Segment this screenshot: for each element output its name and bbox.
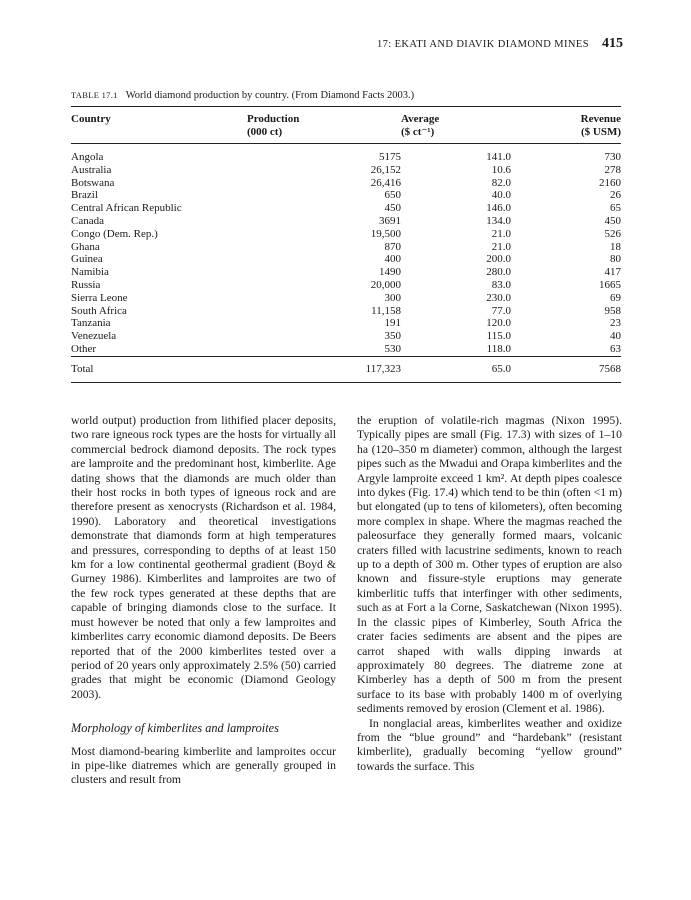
- body-paragraph: the eruption of volatile-rich magmas (Nixon 1995). Typically pipes are small (Fig. 17.3) with sizes of 1–10 ha (120–350 m diameter) common, although the largest pipes such as the Mwadui and Orapa kimberlites and the Argyle lamproite exceed 1 km². At depth pipes coalesce into dykes (Fig. 17.4) which tend to be thin (often <1 m) but elongated (up to tens of kilometers), often becoming more complex in shape. Where the magmas reached the paleosurface they generally formed maars, volcanic craters filled with lacustrine sediments, known to reach up to a depth of 300 m. Other types of eruption are also known and fissure-style eruptions may generate kimberlitic tuffs that interfinger with other sediments, such as at Fort a la Corne, Saskatchewan (Nixon 1995). In the classic pipes of Kimberley, South Africa the crater facies sediments are absent and the pipes are carrot shaped with walls dipping inwards at approximately 80 degrees. The diatreme zone at Kimberley has a depth of 500 m from the present surface to its base with probably 1400 m of overlying sediments removed by erosion (Clement et al. 1986).: [357, 414, 622, 716]
- value-cell: 958: [604, 304, 621, 317]
- country-cell: Botswana: [71, 176, 115, 189]
- column-header: Production (000 ct): [247, 113, 300, 138]
- table-cell: 117,323: [365, 363, 401, 375]
- table-row: [71, 279, 621, 292]
- value-cell: 23: [610, 317, 621, 330]
- table-row: [71, 228, 621, 241]
- country-cell: Sierra Leone: [71, 291, 128, 304]
- country-cell: Brazil: [71, 189, 98, 202]
- value-cell: 11,158: [371, 304, 401, 317]
- country-cell: Russia: [71, 278, 101, 291]
- value-cell: 26: [610, 189, 621, 202]
- table-label: TABLE 17.1: [71, 90, 118, 100]
- value-cell: 2160: [599, 176, 621, 189]
- chapter-title: 17: EKATI AND DIAVIK DIAMOND MINES: [376, 39, 589, 50]
- body-paragraph: world output) production from lithified placer deposits, two rare igneous rock types are the hosts for virtually all commercial bedrock diamond deposits. The rock types are lamproite and the predominant host, kimberlite. Age dating shows that the diamonds are much older than their host rocks in both types of igneous rock and are therefore present as xenocrysts (Richardson et al. 1984, 1990). Laboratory and theoretical investigations demonstrate that diamonds form at high temperatures and pressures, corresponding to depths of at least 150 km for a low continental geothermal gradient (Boyd & Gurney 1986). Kimberlites and lamproites are two of the few rock types generated at these depths that are capable of bringing diamonds close to the surface. It must however be noted that only a few lamproites and kimberlites carry economic diamond deposits. De Beers reported that of the 2000 kimberlites tested over a period of 20 years only approximately 2.5% (50) carried grades that might be economic (Diamond Geology 2003).: [71, 414, 336, 701]
- value-cell: 115.0: [486, 330, 511, 343]
- table-total-rule: [71, 356, 621, 357]
- value-cell: 5175: [379, 151, 401, 163]
- value-cell: 280.0: [486, 266, 511, 279]
- value-cell: 63: [610, 342, 621, 355]
- table-row: [71, 292, 621, 305]
- value-cell: 526: [604, 227, 621, 240]
- table-row: [71, 253, 621, 266]
- left-text-column: [71, 414, 336, 788]
- value-cell: 400: [384, 253, 401, 266]
- country-cell: Other: [71, 342, 97, 355]
- value-cell: 80: [610, 253, 621, 266]
- value-cell: 530: [384, 342, 401, 355]
- column-header: Revenue ($ USM): [580, 113, 621, 138]
- value-cell: 200.0: [486, 253, 511, 266]
- country-cell: Guinea: [71, 253, 103, 266]
- table-row: [71, 305, 621, 318]
- table-row: [71, 202, 621, 215]
- value-cell: 21.0: [491, 227, 511, 240]
- value-cell: 69: [610, 291, 621, 304]
- country-cell: Congo (Dem. Rep.): [71, 227, 158, 240]
- table-row: [71, 164, 621, 177]
- value-cell: 300: [384, 291, 401, 304]
- country-cell: Venezuela: [71, 330, 117, 343]
- value-cell: 26,152: [370, 163, 401, 176]
- country-cell: Angola: [71, 151, 104, 163]
- country-cell: Canada: [71, 214, 104, 227]
- table-row: [71, 343, 621, 356]
- value-cell: 650: [384, 189, 401, 202]
- value-cell: 1665: [599, 278, 621, 291]
- country-cell: Australia: [71, 163, 112, 176]
- value-cell: 278: [604, 163, 621, 176]
- value-cell: 118.0: [486, 342, 511, 355]
- table-header-rule: [71, 143, 621, 144]
- right-text-column: [357, 414, 622, 774]
- value-cell: 65: [610, 202, 621, 215]
- table-body: [71, 151, 621, 356]
- value-cell: 870: [384, 240, 401, 253]
- table-top-rule: [71, 106, 621, 107]
- value-cell: 417: [604, 266, 621, 279]
- value-cell: 19,500: [370, 227, 401, 240]
- table-row: [71, 151, 621, 164]
- value-cell: 21.0: [491, 240, 511, 253]
- value-cell: 450: [384, 202, 401, 215]
- value-cell: 120.0: [486, 317, 511, 330]
- value-cell: 134.0: [486, 214, 511, 227]
- country-cell: Ghana: [71, 240, 100, 253]
- table-total: [71, 363, 621, 376]
- table-caption: [71, 90, 414, 101]
- country-cell: Namibia: [71, 266, 109, 279]
- value-cell: 40: [610, 330, 621, 343]
- column-header: Average ($ ct⁻¹): [401, 113, 440, 138]
- value-cell: 730: [604, 151, 621, 163]
- table-caption-text: World diamond production by country. (From Diamond Facts 2003.): [125, 90, 415, 101]
- value-cell: 3691: [379, 214, 401, 227]
- value-cell: 10.6: [491, 163, 511, 176]
- body-paragraph: Most diamond-bearing kimberlite and lamproites occur in pipe-like diatremes which are generally grouped in clusters and result from: [71, 744, 336, 787]
- value-cell: 450: [604, 214, 621, 227]
- value-cell: 18: [610, 240, 621, 253]
- value-cell: 40.0: [491, 189, 511, 202]
- table-row: [71, 330, 621, 343]
- value-cell: 20,000: [370, 278, 401, 291]
- country-cell: Tanzania: [71, 317, 111, 330]
- section-subheading: Morphology of kimberlites and lamproites: [71, 721, 279, 736]
- table-header: [71, 113, 621, 139]
- value-cell: 1490: [379, 266, 401, 279]
- column-header: Country: [71, 113, 111, 125]
- value-cell: 350: [384, 330, 401, 343]
- table-row: [71, 177, 621, 190]
- value-cell: 191: [384, 317, 401, 330]
- value-cell: 146.0: [486, 202, 511, 215]
- table-row: [71, 189, 621, 202]
- country-cell: Central African Republic: [71, 202, 182, 215]
- table-row: [71, 241, 621, 254]
- table-row-total: [71, 363, 621, 376]
- table-cell: 7568: [599, 363, 621, 375]
- value-cell: 82.0: [491, 176, 511, 189]
- table-row: [71, 266, 621, 279]
- value-cell: 26,416: [370, 176, 401, 189]
- value-cell: 83.0: [491, 278, 511, 291]
- country-cell: South Africa: [71, 304, 127, 317]
- body-paragraph: In nonglacial areas, kimberlites weather and oxidize from the “blue ground” and “hardebank” (resistant kimberlite), gradually becoming “yellow ground” towards the surface. This: [357, 716, 622, 773]
- value-cell: 77.0: [491, 304, 511, 317]
- table-cell: Total: [71, 363, 94, 375]
- value-cell: 141.0: [486, 151, 511, 163]
- table-row: [71, 215, 621, 228]
- page-number: 415: [602, 36, 623, 51]
- table-cell: 65.0: [491, 363, 511, 375]
- table-row: [71, 317, 621, 330]
- value-cell: 230.0: [486, 291, 511, 304]
- table-bottom-rule: [71, 382, 621, 383]
- running-header: [377, 36, 623, 52]
